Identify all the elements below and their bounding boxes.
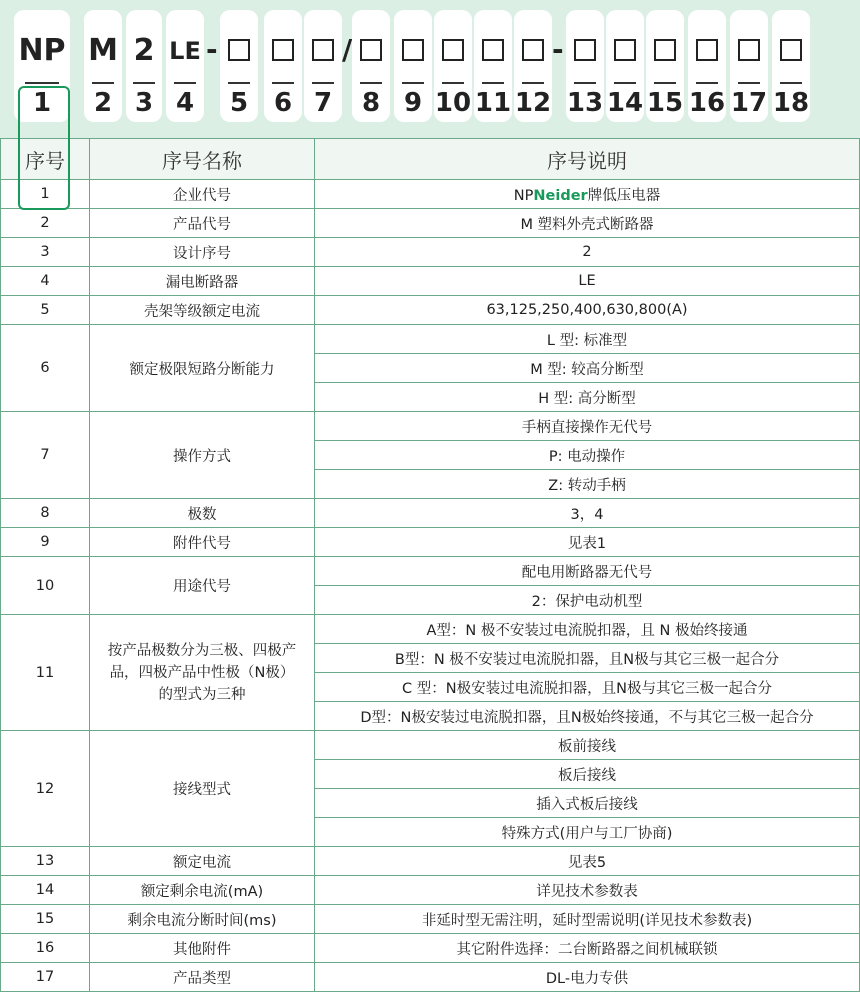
code-underline: [738, 82, 761, 84]
code-underline: [360, 82, 383, 84]
row-desc: 特殊方式(用户与工厂协商): [315, 818, 860, 847]
row-desc: 板前接线: [315, 731, 860, 760]
blank-square-icon: [228, 39, 250, 61]
blank-square-icon: [614, 39, 636, 61]
code-underline: [312, 82, 335, 84]
code-index: 8: [361, 88, 381, 118]
code-letter: LE: [169, 37, 201, 65]
code-underline: [402, 82, 425, 84]
table-row: [1, 731, 860, 760]
table-header-row: [1, 139, 860, 180]
code-card-4: [166, 10, 204, 122]
table-row: [1, 615, 860, 644]
row-no: 3: [1, 238, 90, 267]
row-desc: 2: [315, 238, 860, 267]
code-index: 18: [772, 88, 810, 118]
row-no: 13: [1, 847, 90, 876]
brand-logo: Neider: [533, 187, 588, 204]
code-card-9: [394, 10, 432, 122]
row-name: 漏电断路器: [90, 267, 315, 296]
row-no: 17: [1, 963, 90, 992]
code-slash: /: [342, 33, 353, 66]
row-no: 6: [1, 325, 90, 412]
table-row: [1, 209, 860, 238]
row-desc: 板后接线: [315, 760, 860, 789]
table-row: [1, 528, 860, 557]
code-index: 14: [606, 88, 644, 118]
row-desc: 3，4: [315, 499, 860, 528]
row-name: 壳架等级额定电流: [90, 296, 315, 325]
row-name: 产品类型: [90, 963, 315, 992]
code-dash: -: [206, 33, 218, 66]
code-underline: [442, 82, 465, 84]
blank-square-icon: [272, 39, 294, 61]
row-no: 11: [1, 615, 90, 731]
code-underline: [272, 82, 295, 84]
code-underline: [654, 82, 677, 84]
code-card-13: [566, 10, 604, 122]
table-row: [1, 876, 860, 905]
table-row: [1, 267, 860, 296]
code-card-12: [514, 10, 552, 122]
code-card-14: [606, 10, 644, 122]
blank-square-icon: [696, 39, 718, 61]
blank-square-icon: [360, 39, 382, 61]
row-desc: M 塑料外壳式断路器: [315, 209, 860, 238]
model-code-table: [0, 138, 860, 992]
code-index: 9: [403, 88, 423, 118]
column-header-name: 序号名称: [90, 139, 315, 180]
code-underline: [574, 82, 597, 84]
row-no: 15: [1, 905, 90, 934]
row-name: 剩余电流分断时间(ms): [90, 905, 315, 934]
row-name: 企业代号: [90, 180, 315, 209]
row-desc: 2：保护电动机型: [315, 586, 860, 615]
row-no: 4: [1, 267, 90, 296]
code-card-5: [220, 10, 258, 122]
row-desc: 见表1: [315, 528, 860, 557]
code-card-10: [434, 10, 472, 122]
code-underline: [92, 82, 115, 84]
row-desc: 手柄直接操作无代号: [315, 412, 860, 441]
blank-square-icon: [482, 39, 504, 61]
row-desc: Z: 转动手柄: [315, 470, 860, 499]
row-desc: [315, 180, 860, 209]
blank-square-icon: [312, 39, 334, 61]
row-no: 10: [1, 557, 90, 615]
code-card-16: [688, 10, 726, 122]
desc-prefix: NP: [513, 187, 534, 204]
row-desc: B型：N 极不安装过电流脱扣器，且N极与其它三极一起合分: [315, 644, 860, 673]
row-no: 7: [1, 412, 90, 499]
table-row: [1, 238, 860, 267]
row-no: 12: [1, 731, 90, 847]
blank-square-icon: [522, 39, 544, 61]
code-card-11: [474, 10, 512, 122]
row-desc: 配电用断路器无代号: [315, 557, 860, 586]
row-name: 额定电流: [90, 847, 315, 876]
desc-suffix: 牌低压电器: [587, 187, 661, 204]
code-letter: NP: [18, 33, 66, 68]
row-name: 操作方式: [90, 412, 315, 499]
code-index: 11: [474, 88, 512, 118]
row-desc: C 型：N极安装过电流脱扣器，且N极与其它三极一起合分: [315, 673, 860, 702]
code-underline: [25, 82, 59, 84]
code-letter: 2: [133, 33, 155, 68]
blank-square-icon: [402, 39, 424, 61]
code-index: 4: [175, 88, 195, 118]
blank-square-icon: [654, 39, 676, 61]
row-desc: 非延时型无需注明，延时型需说明(详见技术参数表): [315, 905, 860, 934]
row-no: 5: [1, 296, 90, 325]
table-row: [1, 905, 860, 934]
row-desc: 63,125,250,400,630,800(A): [315, 296, 860, 325]
row-name: 额定剩余电流(mA): [90, 876, 315, 905]
column-header-no: 序号: [1, 139, 90, 180]
code-underline: [780, 82, 803, 84]
code-index: 2: [93, 88, 113, 118]
row-name: 产品代号: [90, 209, 315, 238]
code-index: 17: [730, 88, 768, 118]
row-name: 设计序号: [90, 238, 315, 267]
code-index: 10: [434, 88, 472, 118]
code-index: 13: [566, 88, 604, 118]
row-name: 其他附件: [90, 934, 315, 963]
row-name: 额定极限短路分断能力: [90, 325, 315, 412]
code-index: 7: [313, 88, 333, 118]
code-card-17: [730, 10, 768, 122]
code-index: 12: [514, 88, 552, 118]
row-desc: 插入式板后接线: [315, 789, 860, 818]
code-dash: -: [552, 33, 564, 66]
code-card-3: [126, 10, 162, 122]
code-index: 6: [273, 88, 293, 118]
row-name: 附件代号: [90, 528, 315, 557]
row-no: 9: [1, 528, 90, 557]
row-desc: DL-电力专供: [315, 963, 860, 992]
row-desc: M 型: 较高分断型: [315, 354, 860, 383]
row-no: 16: [1, 934, 90, 963]
code-underline: [133, 82, 155, 84]
row-no: 14: [1, 876, 90, 905]
code-card-2: [84, 10, 122, 122]
code-card-18: [772, 10, 810, 122]
code-underline: [228, 82, 251, 84]
table-row: [1, 934, 860, 963]
table-row: [1, 412, 860, 441]
code-index: 5: [229, 88, 249, 118]
row-desc: H 型: 高分断型: [315, 383, 860, 412]
code-index: 15: [646, 88, 684, 118]
table-row: [1, 499, 860, 528]
table-row: [1, 180, 860, 209]
row-name: 接线型式: [90, 731, 315, 847]
code-card-15: [646, 10, 684, 122]
row-no: 2: [1, 209, 90, 238]
table-row: [1, 296, 860, 325]
row-desc: L 型: 标准型: [315, 325, 860, 354]
row-desc: A型：N 极不安装过电流脱扣器，且 N 极始终接通: [315, 615, 860, 644]
row-no: 8: [1, 499, 90, 528]
code-underline: [522, 82, 545, 84]
code-underline: [174, 82, 197, 84]
row-desc: 见表5: [315, 847, 860, 876]
table-row: [1, 963, 860, 992]
blank-square-icon: [442, 39, 464, 61]
table-row: [1, 325, 860, 354]
code-card-6: [264, 10, 302, 122]
blank-square-icon: [738, 39, 760, 61]
row-desc: 详见技术参数表: [315, 876, 860, 905]
row-desc: D型：N极安装过电流脱扣器，且N极始终接通，不与其它三极一起合分: [315, 702, 860, 731]
row-desc: LE: [315, 267, 860, 296]
row-desc: 其它附件选择：二台断路器之间机械联锁: [315, 934, 860, 963]
row-name: 用途代号: [90, 557, 315, 615]
code-index: 3: [134, 88, 154, 118]
table-row: [1, 557, 860, 586]
code-underline: [696, 82, 719, 84]
row-name: 极数: [90, 499, 315, 528]
code-underline: [614, 82, 637, 84]
blank-square-icon: [780, 39, 802, 61]
column-header-desc: 序号说明: [315, 139, 860, 180]
table-row: [1, 847, 860, 876]
code-index: 16: [688, 88, 726, 118]
row-no: 1: [1, 180, 90, 209]
code-letter: M: [88, 33, 118, 68]
code-card-8: [352, 10, 390, 122]
code-index: 1: [32, 88, 52, 118]
blank-square-icon: [574, 39, 596, 61]
row-desc: P: 电动操作: [315, 441, 860, 470]
row-name: 按产品极数分为三极、四极产品，四极产品中性极（N极）的型式为三种: [90, 615, 315, 731]
highlight-frame: [18, 86, 70, 210]
code-card-7: [304, 10, 342, 122]
code-underline: [482, 82, 505, 84]
